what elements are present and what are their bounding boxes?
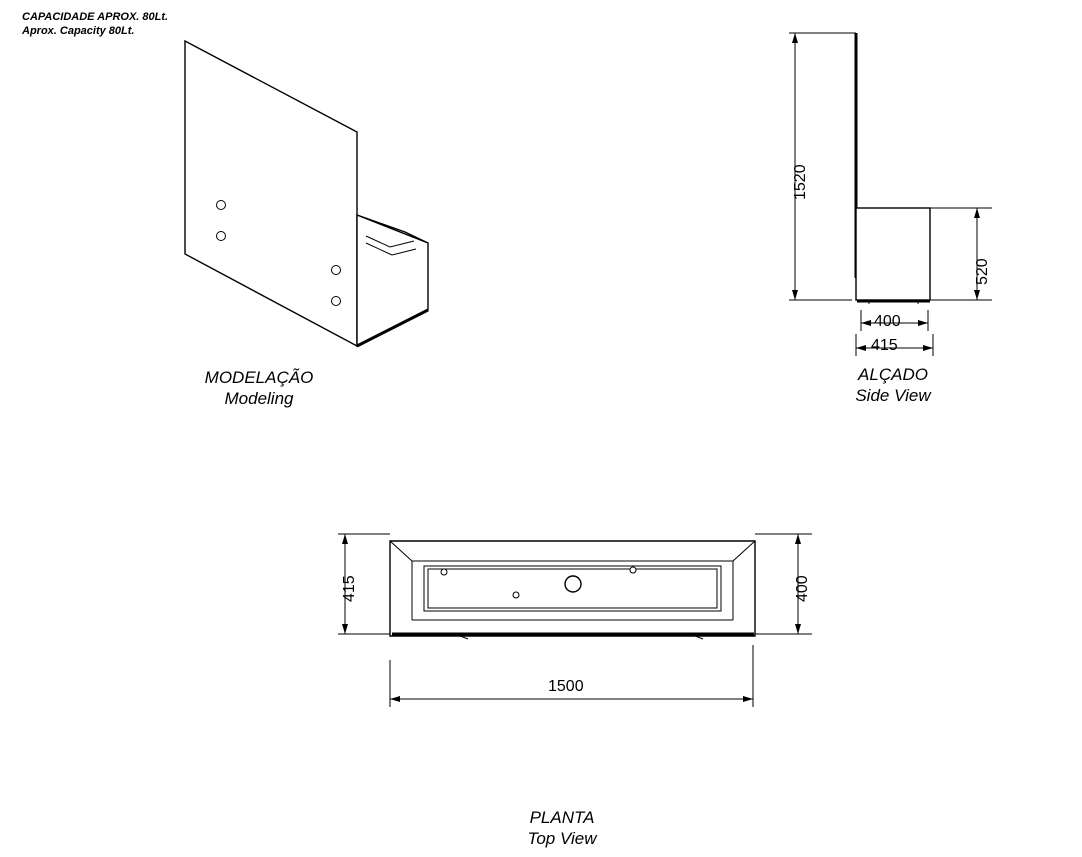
dim-top-depth-left: 415 <box>341 575 358 602</box>
caption-top-view-en: Top View <box>527 829 597 848</box>
caption-modeling-pt: MODELAÇÃO <box>204 368 314 387</box>
caption-top-view-pt: PLANTA <box>529 808 595 827</box>
caption-modeling <box>159 367 359 409</box>
capacity-note-pt: CAPACIDADE APROX. 80Lt. <box>22 11 169 23</box>
caption-side-view-en: Side View <box>855 386 931 405</box>
dim-top-depth-right: 400 <box>794 575 811 602</box>
modeling-view-geometry <box>185 41 428 346</box>
side-view-geometry <box>789 33 992 356</box>
dim-top-width: 1500 <box>548 678 584 695</box>
dim-body-depth-outer: 415 <box>871 337 898 354</box>
caption-top-view <box>462 807 662 849</box>
dim-body-depth-inner: 400 <box>874 313 901 330</box>
caption-side-view <box>793 364 993 406</box>
dim-body-height: 520 <box>974 258 991 285</box>
capacity-note-en: Aprox. Capacity 80Lt. <box>22 25 135 37</box>
caption-modeling-en: Modeling <box>224 389 294 408</box>
caption-side-view-pt: ALÇADO <box>858 365 928 384</box>
dim-height-total: 1520 <box>792 164 809 200</box>
